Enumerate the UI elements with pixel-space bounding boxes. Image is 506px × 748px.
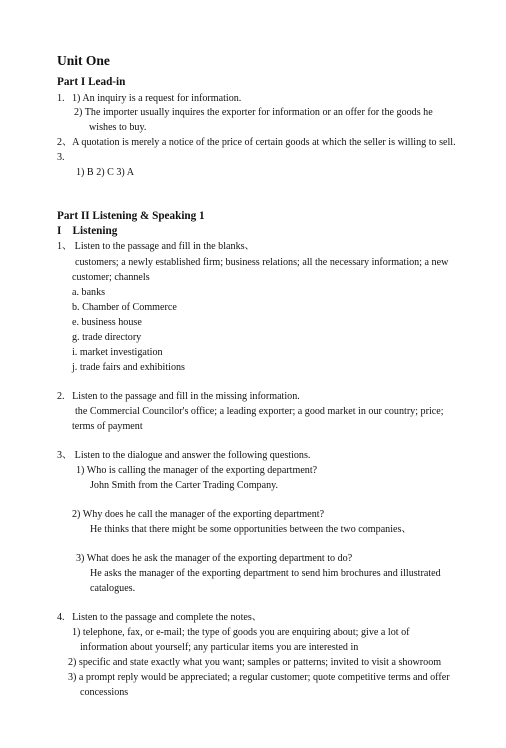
- q1-number: 1.: [57, 93, 65, 104]
- ex3-answer-2: He thinks that there might be some opportunities between the two companies、: [90, 524, 412, 535]
- part1-heading: Part I Lead-in: [57, 76, 126, 88]
- q1-answer-a: 1) An inquiry is a request for information.: [72, 93, 242, 104]
- unit-title: Unit One: [57, 53, 110, 68]
- ex3-prompt: 3、 Listen to the dialogue and answer the following questions.: [57, 450, 311, 461]
- ex4-note-1: 1) telephone, fax, or e-mail; the type of goods you are enquiring about; give a lot of: [72, 627, 410, 638]
- ex3-answer-3-cont: catalogues.: [90, 583, 136, 594]
- ex2-prompt: 2. Listen to the passage and fill in the missing information.: [57, 391, 300, 402]
- ex1-item: g. trade directory: [72, 332, 142, 343]
- ex1-item: a. banks: [72, 287, 106, 298]
- q1-answer-b: 2) The importer usually inquires the exporter for information or an offer for the goods he: [74, 107, 433, 118]
- ex2-answer-line2: terms of payment: [72, 421, 143, 432]
- ex1-item: i. market investigation: [72, 347, 163, 358]
- ex1-item: b. Chamber of Commerce: [72, 302, 177, 313]
- q3-number: 3.: [57, 152, 65, 163]
- q3-answers: 1) B 2) C 3) A: [76, 167, 135, 178]
- ex4-note-2: 2) specific and state exactly what you want; samples or patterns; invited to visit a showroom: [68, 657, 442, 668]
- ex3-question-3: 3) What does he ask the manager of the exporting department to do?: [76, 553, 353, 564]
- q2-statement: 2、A quotation is merely a notice of the price of certain goods at which the seller is willing to sell.: [57, 137, 456, 148]
- q1-answer-b-cont: wishes to buy.: [89, 122, 147, 133]
- ex1-item: j. trade fairs and exhibitions: [72, 362, 185, 373]
- ex1-prompt: 1、 Listen to the passage and fill in the blanks、: [57, 241, 255, 252]
- ex1-answer-line2: customer; channels: [72, 272, 150, 283]
- ex3-question-1: 1) Who is calling the manager of the exporting department?: [76, 465, 318, 476]
- ex3-question-2: 2) Why does he call the manager of the exporting department?: [72, 509, 325, 520]
- ex4-note-1-cont: information about yourself; any particular items you are interested in: [80, 642, 359, 653]
- ex3-answer-3: He asks the manager of the exporting department to send him brochures and illustrated: [90, 568, 441, 579]
- ex3-answer-1: John Smith from the Carter Trading Company.: [90, 480, 279, 491]
- ex2-answer-line1: the Commercial Councilor's office; a leading exporter; a good market in our country; price;: [75, 406, 444, 417]
- ex4-note-3: 3) a prompt reply would be appreciated; a regular customer; quote competitive terms and offer: [68, 672, 450, 683]
- ex4-prompt: 4. Listen to the passage and complete the notes、: [57, 612, 262, 623]
- part2-heading: Part II Listening & Speaking 1: [57, 210, 205, 222]
- ex1-answer-line1: customers; a newly established firm; business relations; all the necessary information; a new: [75, 257, 449, 268]
- listening-subheading: I Listening: [57, 225, 118, 237]
- ex4-note-3-cont: concessions: [80, 687, 129, 698]
- ex1-item: e. business house: [72, 317, 142, 328]
